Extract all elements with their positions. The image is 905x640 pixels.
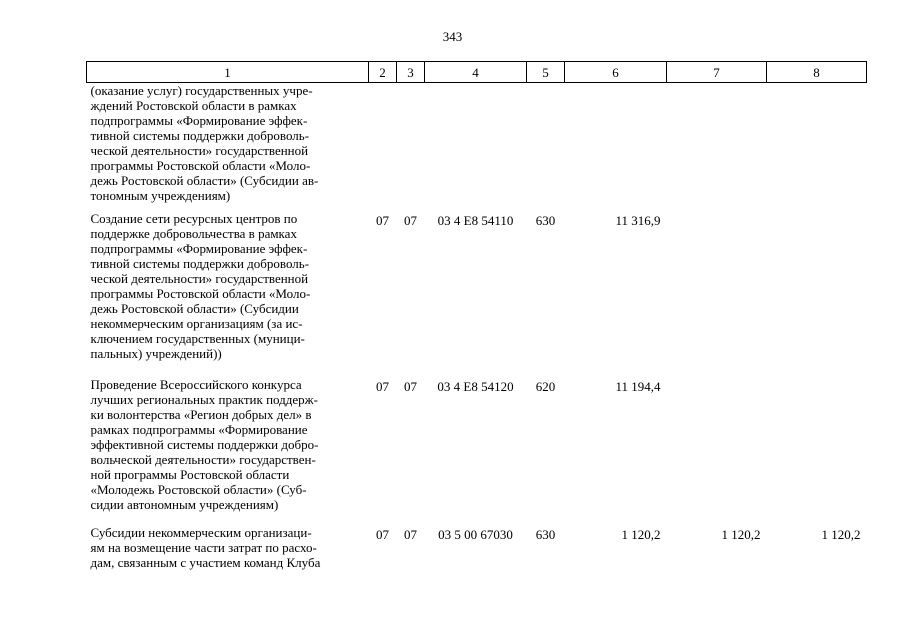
table-header-row xyxy=(87,62,867,83)
table-row xyxy=(87,524,867,584)
table-row xyxy=(87,210,867,376)
cell-subsection: 07 xyxy=(404,212,417,228)
row-description-text: Субсидии некоммерческим организаци- ям на возмещение части затрат по расхо- дам, связанным с участием команд Клуба xyxy=(90,524,321,570)
cell-expense-type: 630 xyxy=(535,212,556,228)
row-description-text: Создание сети ресурсных центров по поддержке добровольчества в рамках подпрограммы «Формирование эффек- тивной системы поддержки доброволь- ческой деятельности» государственной программы Ростовской области «Моло- дежь Ростовской области» (Субсидии некоммерческим организациям (за ис- ключением государственных (муници- пальных) учреждений)) xyxy=(90,210,311,361)
column-header: 6 xyxy=(565,62,667,83)
cell-expense-type: 620 xyxy=(535,378,556,394)
budget-table xyxy=(86,61,867,584)
cell-section: 07 xyxy=(376,378,389,394)
column-header: 1 xyxy=(87,62,369,83)
column-header: 7 xyxy=(667,62,767,83)
cell-amount-col7: 1 120,2 xyxy=(721,526,761,542)
cell-amount-col6: 1 120,2 xyxy=(621,526,661,542)
cell-subsection: 07 xyxy=(404,526,417,542)
table-row xyxy=(87,376,867,524)
cell-section xyxy=(369,83,397,210)
cell-expense-type: 630 xyxy=(535,526,556,542)
row-description xyxy=(87,376,369,524)
row-description-text: (оказание услуг) государственных учре- ждений Ростовской области в рамках подпрограммы «Формирование эффек- тивной системы поддержки доброволь- ческой деятельности» государственной программы Ростовской области «Моло- дежь Ростовской области» (Субсидии ав- тономным учреждениям) xyxy=(90,83,319,203)
cell-amount-col8: 1 120,2 xyxy=(821,526,861,542)
cell-target-code: 03 4 E8 54120 xyxy=(437,378,514,394)
cell-amount-col8 xyxy=(767,210,867,376)
row-description xyxy=(87,83,369,210)
column-header: 3 xyxy=(397,62,425,83)
column-header: 8 xyxy=(767,62,867,83)
cell-amount-col7 xyxy=(667,83,767,210)
cell-amount-col6 xyxy=(565,83,667,210)
cell-target-code: 03 4 E8 54110 xyxy=(437,212,514,228)
cell-subsection: 07 xyxy=(404,378,417,394)
column-header: 4 xyxy=(425,62,527,83)
column-header: 5 xyxy=(527,62,565,83)
cell-amount-col8 xyxy=(767,376,867,524)
cell-amount-col8 xyxy=(767,83,867,210)
cell-subsection xyxy=(397,83,425,210)
cell-section: 07 xyxy=(376,526,389,542)
cell-section: 07 xyxy=(376,212,389,228)
row-description xyxy=(87,524,369,584)
page-number: 343 xyxy=(442,29,463,44)
cell-amount-col6: 11 316,9 xyxy=(615,212,661,228)
column-header: 2 xyxy=(369,62,397,83)
cell-target-code xyxy=(425,83,527,210)
cell-amount-col7 xyxy=(667,376,767,524)
table-row xyxy=(87,83,867,210)
cell-expense-type xyxy=(527,83,565,210)
row-description-text: Проведение Всероссийского конкурса лучших региональных практик поддерж- ки волонтерства «Регион добрых дел» в рамках подпрограммы «Формирование эффективной системы поддержки добро- вольческой деятельности» государствен- ной программы Ростовской области «Молодежь Ростовской области» (Суб- сидии автономным учреждениям) xyxy=(90,376,319,512)
row-description xyxy=(87,210,369,376)
cell-target-code: 03 5 00 67030 xyxy=(438,526,513,542)
cell-amount-col7 xyxy=(667,210,767,376)
cell-amount-col6: 11 194,4 xyxy=(615,378,661,394)
